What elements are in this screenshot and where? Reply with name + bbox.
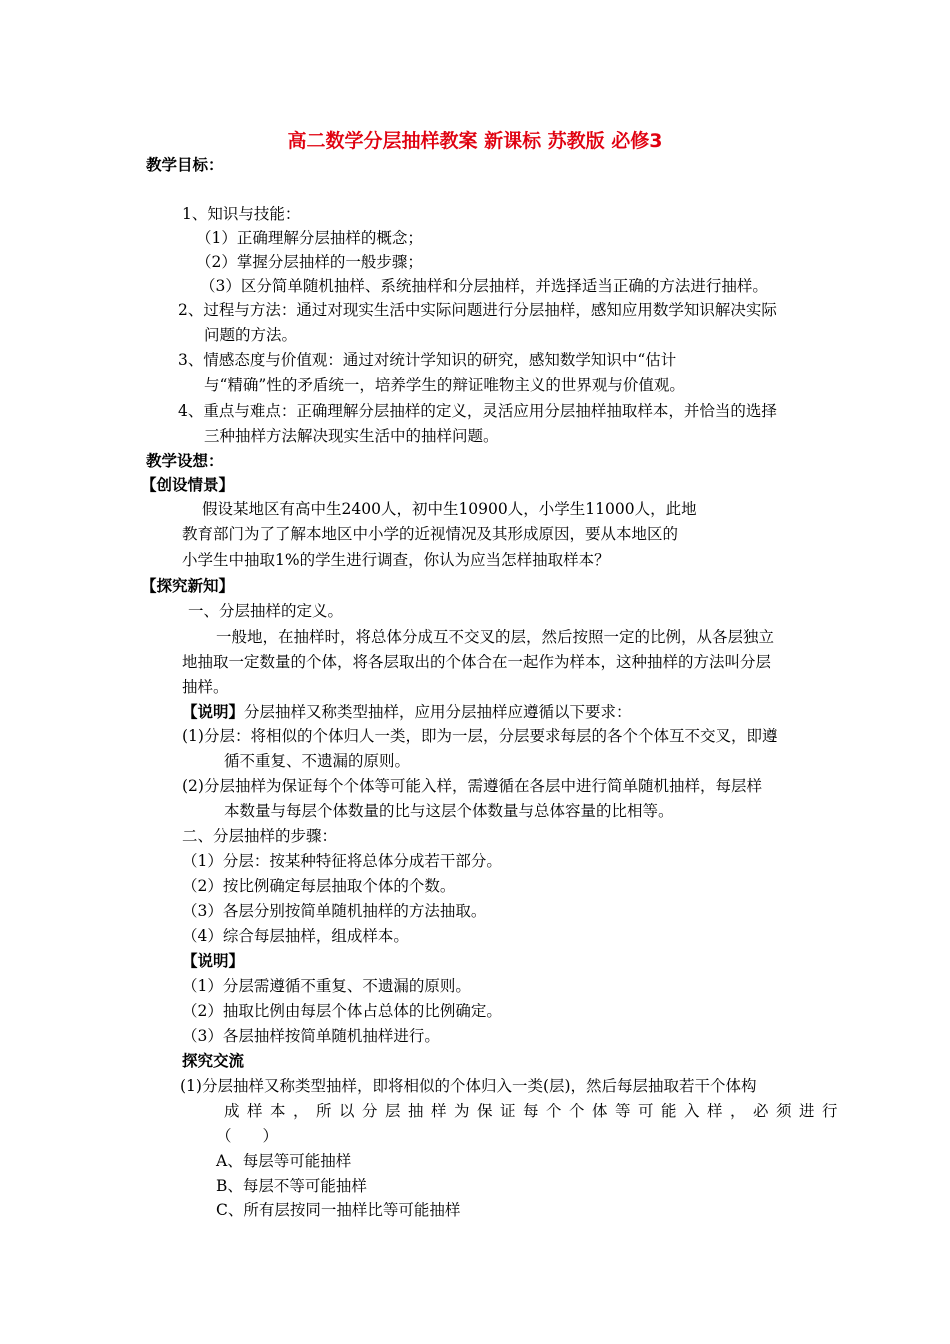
step-item: （4）综合每层抽样，组成样本。 <box>182 927 409 945</box>
scene-line: 小学生中抽取1%的学生进行调查，你认为应当怎样抽取样本？ <box>182 551 610 569</box>
goal-line: 4、重点与难点：正确理解分层抽样的定义，灵活应用分层抽样抽取样本，并恰当的选择 <box>178 402 777 420</box>
question-line: 成样本，所以分层抽样为保证每个个体等可能入样，必须进行 <box>224 1102 846 1120</box>
definition-line: 地抽取一定数量的个体，将各层取出的个体合在一起作为样本，这种抽样的方法叫分层 <box>182 653 772 671</box>
goal-line: 三种抽样方法解决现实生活中的抽样问题。 <box>204 427 499 445</box>
step-item: （3）各层分别按简单随机抽样的方法抽取。 <box>182 902 487 920</box>
goal-line: 3、情感态度与价值观：通过对统计学知识的研究，感知数学知识中“估计 <box>178 351 677 369</box>
note-item: (2)分层抽样为保证每个个体等可能入样，需遵循在各层中进行简单随机抽样，每层样 <box>182 777 762 795</box>
goal-line: 1、知识与技能： <box>182 205 301 223</box>
note-item: （3）各层抽样按简单随机抽样进行。 <box>182 1027 440 1045</box>
scene-line: 假设某地区有高中生2400人，初中生10900人，小学生11000人，此地 <box>202 500 697 518</box>
goal-line: （2）掌握分层抽样的一般步骤； <box>196 253 423 271</box>
definition-title: 一、分层抽样的定义。 <box>188 602 344 620</box>
step-item: （1）分层：按某种特征将总体分成若干部分。 <box>182 852 502 870</box>
answer-blank: （ ） <box>216 1127 279 1145</box>
definition-line: 一般地，在抽样时，将总体分成互不交叉的层，然后按照一定的比例，从各层独立 <box>216 628 775 646</box>
note-item: 循不重复、不遗漏的原则。 <box>224 752 411 770</box>
goal-line: 与“精确”性的矛盾统一，培养学生的辩证唯物主义的世界观与价值观。 <box>204 376 685 394</box>
step-item: （2）按比例确定每层抽取个体的个数。 <box>182 877 456 895</box>
scene-line: 教育部门为了了解本地区中小学的近视情况及其形成原因，要从本地区的 <box>182 525 679 543</box>
note-item: (1)分层：将相似的个体归人一类，即为一层，分层要求每层的各个个体互不交叉，即遵 <box>182 727 778 745</box>
section-heading-explore: 【探究新知】 <box>141 577 235 595</box>
subsection-heading-exchange: 探究交流 <box>182 1052 245 1070</box>
note-line <box>182 702 632 722</box>
option-b: B、每层不等可能抽样 <box>216 1177 367 1195</box>
goal-line: （3）区分简单随机抽样、系统抽样和分层抽样，并选择适当正确的方法进行抽样。 <box>200 277 768 295</box>
section-heading-design: 教学设想： <box>146 452 224 470</box>
subsection-heading-scene: 【创设情景】 <box>141 476 235 494</box>
goal-line: 问题的方法。 <box>204 326 298 344</box>
page-title: 高二数学分层抽样教案 新课标 苏教版 必修3 <box>287 130 663 152</box>
question-line: (1)分层抽样又称类型抽样，即将相似的个体归入一类(层)，然后每层抽取若干个体构 <box>180 1077 757 1095</box>
option-a: A、每层等可能抽样 <box>216 1152 352 1170</box>
definition-line: 抽样。 <box>182 678 229 696</box>
note-item: （2）抽取比例由每层个体占总体的比例确定。 <box>182 1002 502 1020</box>
note-label: 【说明】 <box>182 703 245 721</box>
goal-line: （1）正确理解分层抽样的概念； <box>196 229 423 247</box>
note-item: （1）分层需遵循不重复、不遗漏的原则。 <box>182 977 471 995</box>
note-label: 【说明】 <box>182 952 245 970</box>
steps-title: 二、分层抽样的步骤： <box>182 827 338 845</box>
note-item: 本数量与每层个体数量的比与这层个体数量与总体容量的比相等。 <box>224 802 674 820</box>
section-heading-goals: 教学目标： <box>146 156 224 174</box>
goal-line: 2、过程与方法：通过对现实生活中实际问题进行分层抽样，感知应用数学知识解决实际 <box>178 301 777 319</box>
option-c: C、所有层按同一抽样比等可能抽样 <box>216 1201 461 1219</box>
note-text: 分层抽样又称类型抽样，应用分层抽样应遵循以下要求： <box>244 703 632 721</box>
